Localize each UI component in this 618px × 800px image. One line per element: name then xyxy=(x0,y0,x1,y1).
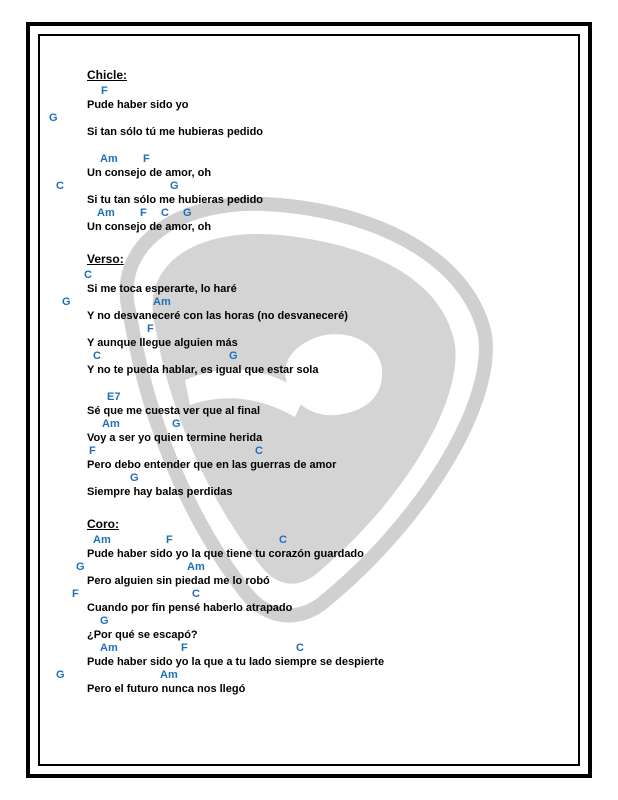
chord-label: F xyxy=(147,323,154,335)
lyric-line xyxy=(87,472,557,499)
chord-label: F xyxy=(101,85,108,97)
chord-label: G xyxy=(100,615,109,627)
chord-row xyxy=(62,296,557,309)
chord-label: Am xyxy=(160,669,178,681)
lyric-line xyxy=(87,391,557,418)
chord-label: F xyxy=(72,588,79,600)
chord-label: G xyxy=(49,112,58,124)
chord-label: G xyxy=(62,296,71,308)
chord-label: Am xyxy=(187,561,205,573)
chord-label: Am xyxy=(153,296,171,308)
section-heading: Coro: xyxy=(87,517,119,531)
chord-label: C xyxy=(279,534,287,546)
stanza-gap xyxy=(87,139,557,153)
chord-row xyxy=(49,112,557,125)
chord-label: C xyxy=(56,180,64,192)
chord-label: F xyxy=(143,153,150,165)
chord-label: F xyxy=(166,534,173,546)
lyric-text: Si tu tan sólo me hubieras pedido xyxy=(87,194,264,206)
lyric-text: ¿Por qué se escapó? xyxy=(87,629,198,641)
chord-row xyxy=(87,534,557,547)
chord-label: Am xyxy=(93,534,111,546)
lyric-line xyxy=(76,561,557,588)
chord-label: C xyxy=(84,269,92,281)
lyric-text: Pero alguien sin piedad me lo robó xyxy=(87,575,270,587)
chord-row xyxy=(56,669,557,682)
chord-label: C xyxy=(192,588,200,600)
lyric-line xyxy=(56,180,557,207)
chord-label: E7 xyxy=(107,391,121,403)
lyric-line xyxy=(72,588,557,615)
lyric-line xyxy=(87,534,557,561)
chord-label: G xyxy=(229,350,238,362)
lyric-line xyxy=(87,445,557,472)
lyric-line xyxy=(87,350,557,377)
lyric-line xyxy=(87,418,557,445)
chord-label: C xyxy=(93,350,101,362)
chord-label: Am xyxy=(100,642,118,654)
lyric-text: Pude haber sido yo la que a tu lado siempre se despierte xyxy=(87,656,385,668)
chord-label: G xyxy=(76,561,85,573)
chord-row xyxy=(87,391,557,404)
lyric-text: Pude haber sido yo xyxy=(87,99,189,111)
song-sheet xyxy=(49,68,557,714)
lyric-text: Y no te pueda hablar, es igual que estar sola xyxy=(87,364,319,376)
chord-label: C xyxy=(255,445,263,457)
chord-row xyxy=(84,269,557,282)
lyric-text: Si tan sólo tú me hubieras pedido xyxy=(87,126,264,138)
chord-row xyxy=(87,85,557,98)
chord-label: G xyxy=(170,180,179,192)
chord-row xyxy=(87,418,557,431)
chord-label: C xyxy=(296,642,304,654)
lyric-line xyxy=(87,323,557,350)
chord-label: G xyxy=(172,418,181,430)
chord-row xyxy=(72,588,557,601)
chord-label: G xyxy=(56,669,65,681)
lyric-line xyxy=(56,669,557,696)
section-heading: Chicle: xyxy=(87,68,128,82)
chord-label: G xyxy=(130,472,139,484)
lyric-text: Un consejo de amor, oh xyxy=(87,221,212,233)
chord-row xyxy=(87,323,557,336)
lyric-line xyxy=(84,269,557,296)
song-section xyxy=(49,68,557,234)
lyric-text: Siempre hay balas perdidas xyxy=(87,486,233,498)
song-section xyxy=(62,252,557,499)
section-heading: Verso: xyxy=(87,252,124,266)
lyric-text: Y no desvaneceré con las horas (no desvaneceré) xyxy=(87,310,348,322)
chord-row xyxy=(87,350,557,363)
lyric-text: Y aunque llegue alguien más xyxy=(87,337,238,349)
lyric-line xyxy=(87,642,557,669)
chord-row xyxy=(87,207,557,220)
lyric-text: Si me toca esperarte, lo haré xyxy=(87,283,237,295)
lyric-text: Pero debo entender que en las guerras de amor xyxy=(87,459,337,471)
chord-row xyxy=(87,642,557,655)
chord-row xyxy=(87,615,557,628)
chord-row xyxy=(56,180,557,193)
chord-label: Am xyxy=(102,418,120,430)
chord-label: F xyxy=(181,642,188,654)
chord-label: Am xyxy=(100,153,118,165)
lyric-line xyxy=(87,615,557,642)
chord-label: F xyxy=(140,207,147,219)
lyric-text: Cuando por fin pensé haberlo atrapado xyxy=(87,602,293,614)
lyric-line xyxy=(62,296,557,323)
lyric-text: Sé que me cuesta ver que al final xyxy=(87,405,261,417)
chord-label: C xyxy=(161,207,169,219)
chord-row xyxy=(87,153,557,166)
chord-label: G xyxy=(183,207,192,219)
stanza-gap xyxy=(87,377,557,391)
chord-row xyxy=(87,472,557,485)
chord-label: Am xyxy=(97,207,115,219)
lyric-text: Pude haber sido yo la que tiene tu corazón guardado xyxy=(87,548,364,560)
lyric-line xyxy=(49,112,557,139)
lyric-line xyxy=(87,85,557,112)
chord-row xyxy=(76,561,557,574)
lyric-line xyxy=(87,207,557,234)
chord-row xyxy=(87,445,557,458)
lyric-text: Voy a ser yo quien termine herida xyxy=(87,432,263,444)
chord-label: F xyxy=(89,445,96,457)
lyric-text: Pero el futuro nunca nos llegó xyxy=(87,683,246,695)
lyric-text: Un consejo de amor, oh xyxy=(87,167,212,179)
song-section xyxy=(56,517,557,696)
lyric-line xyxy=(87,153,557,180)
